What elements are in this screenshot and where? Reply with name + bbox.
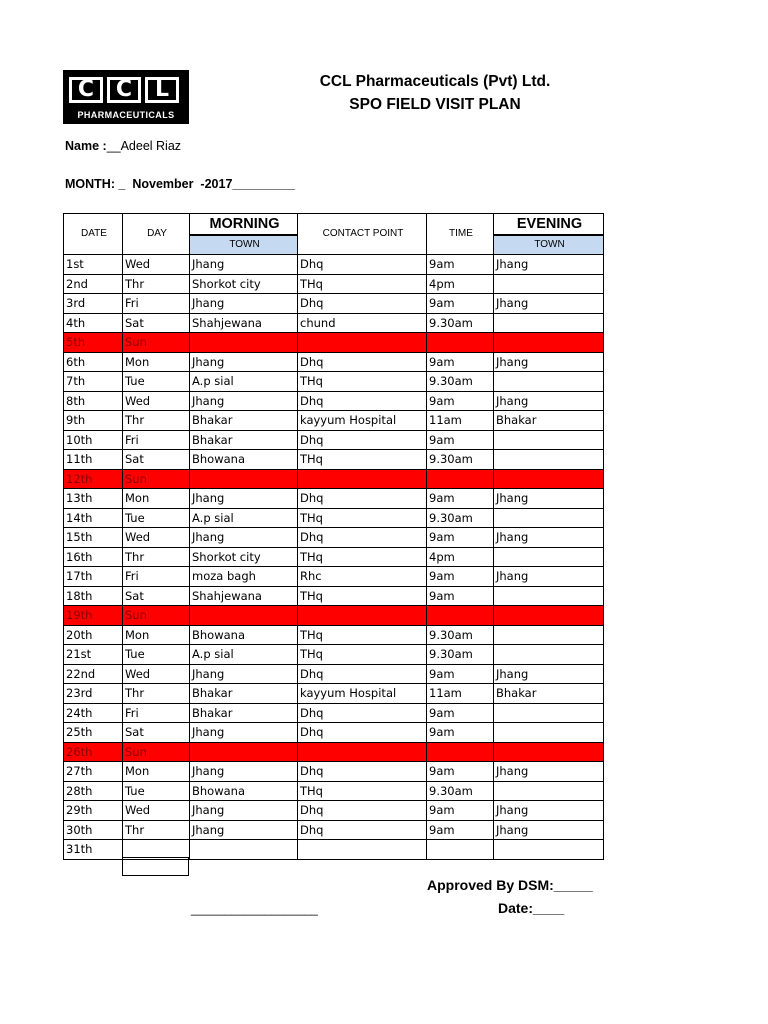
cell-day: Sun [123,333,190,353]
header-evening: EVENING [494,214,604,236]
cell-town: Jhang [190,352,298,372]
name-label: Name : [65,139,107,153]
cell-day: Fri [123,703,190,723]
cell-time: 9.30am [427,781,494,801]
table-row [64,684,604,704]
name-field [65,139,181,153]
cell-town [190,742,298,762]
table-body [64,255,604,860]
cell-time [427,742,494,762]
name-value: __Adeel Riaz [106,139,182,153]
cell-time: 9am [427,703,494,723]
company-title: CCL Pharmaceuticals (Pvt) Ltd. [319,73,551,90]
cell-day: Thr [123,684,190,704]
plan-title: SPO FIELD VISIT PLAN [349,96,521,113]
cell-time: 9am [427,801,494,821]
cell-date: 20th [64,625,123,645]
table-row [64,372,604,392]
cell-time: 9am [427,391,494,411]
cell-evening: Jhang [494,801,604,821]
cell-evening [494,508,604,528]
cell-day: Sun [123,742,190,762]
table-row [64,567,604,587]
cell-date: 23rd [64,684,123,704]
table-row [64,645,604,665]
cell-town: Bhowana [190,450,298,470]
cell-day: Mon [123,489,190,509]
cell-town: Jhang [190,528,298,548]
cell-time: 9am [427,430,494,450]
cell-evening: Jhang [494,567,604,587]
cell-day: Tue [123,372,190,392]
cell-evening [494,274,604,294]
cell-date: 29th [64,801,123,821]
cell-day: Mon [123,625,190,645]
cell-day: Tue [123,645,190,665]
cell-date: 3rd [64,294,123,314]
cell-evening: Jhang [494,820,604,840]
cell-day: Sun [123,469,190,489]
cell-contact: Dhq [298,723,427,743]
cell-date: 18th [64,586,123,606]
cell-town: moza bagh [190,567,298,587]
cell-town [190,840,298,860]
visit-plan-table [63,213,604,860]
cell-time: 9am [427,567,494,587]
cell-contact: Dhq [298,820,427,840]
cell-date: 9th [64,411,123,431]
cell-evening: Bhakar [494,411,604,431]
cell-date: 8th [64,391,123,411]
cell-time: 9.30am [427,450,494,470]
cell-contact: THq [298,645,427,665]
cell-day: Fri [123,567,190,587]
cell-time: 9am [427,528,494,548]
cell-town: Shahjewana [190,313,298,333]
cell-contact: kayyum Hospital [298,411,427,431]
cell-evening [494,781,604,801]
cell-town: Jhang [190,820,298,840]
month-field: MONTH: _ November -2017_________ [65,177,295,191]
cell-contact: Dhq [298,430,427,450]
cell-contact: THq [298,547,427,567]
cell-contact: THq [298,586,427,606]
cell-time: 4pm [427,274,494,294]
cell-day: Fri [123,430,190,450]
cell-town [190,333,298,353]
cell-town: A.p sial [190,372,298,392]
cell-day: Sat [123,450,190,470]
cell-day: Fri [123,294,190,314]
cell-evening [494,645,604,665]
cell-evening: Jhang [494,664,604,684]
header-time: TIME [427,214,494,255]
cell-time: 9am [427,255,494,275]
table-row [64,391,604,411]
cell-day: Sun [123,606,190,626]
cell-evening [494,586,604,606]
cell-date: 11th [64,450,123,470]
table-row [64,450,604,470]
cell-time: 9.30am [427,625,494,645]
cell-date: 16th [64,547,123,567]
cell-contact: THq [298,372,427,392]
cell-evening: Jhang [494,489,604,509]
table-row [64,606,604,626]
cell-town: Shorkot city [190,547,298,567]
table-row [64,528,604,548]
cell-time: 9am [427,352,494,372]
cell-time: 9am [427,723,494,743]
cell-time [427,333,494,353]
cell-date: 7th [64,372,123,392]
cell-time: 9.30am [427,508,494,528]
cell-time: 11am [427,684,494,704]
cell-date: 2nd [64,274,123,294]
cell-date: 31th [64,840,123,860]
cell-date: 19th [64,606,123,626]
table-row [64,469,604,489]
logo-letter: L [145,77,179,103]
cell-contact [298,606,427,626]
cell-town [190,606,298,626]
cell-town: Jhang [190,664,298,684]
cell-contact [298,469,427,489]
cell-town: Jhang [190,255,298,275]
cell-contact: chund [298,313,427,333]
table-row [64,411,604,431]
cell-evening [494,430,604,450]
cell-evening [494,625,604,645]
cell-day: Sat [123,313,190,333]
cell-town: Bhakar [190,430,298,450]
cell-date: 5th [64,333,123,353]
cell-day: Thr [123,274,190,294]
cell-town: Bhowana [190,781,298,801]
cell-town: Jhang [190,489,298,509]
cell-day: Thr [123,820,190,840]
cell-date: 13th [64,489,123,509]
table-row [64,625,604,645]
date-label: Date:____ [498,900,565,916]
cell-evening [494,313,604,333]
cell-evening [494,450,604,470]
cell-town: Jhang [190,801,298,821]
cell-time: 9am [427,820,494,840]
cell-date: 15th [64,528,123,548]
cell-day: Wed [123,801,190,821]
cell-day: Sat [123,723,190,743]
cell-date: 6th [64,352,123,372]
cell-contact: Dhq [298,255,427,275]
cell-day: Mon [123,762,190,782]
cell-contact: THq [298,625,427,645]
cell-day: Tue [123,508,190,528]
cell-time [427,606,494,626]
cell-evening: Jhang [494,352,604,372]
cell-town: A.p sial [190,508,298,528]
cell-evening: Jhang [494,762,604,782]
table-row [64,489,604,509]
header-contact-point: CONTACT POINT [298,214,427,255]
table-row [64,255,604,275]
cell-contact: THq [298,781,427,801]
cell-time: 9.30am [427,372,494,392]
cell-evening [494,742,604,762]
cell-contact: Dhq [298,664,427,684]
cell-day: Wed [123,391,190,411]
table-row [64,742,604,762]
table-row [64,723,604,743]
table-row [64,664,604,684]
cell-town: Jhang [190,391,298,411]
cell-date: 25th [64,723,123,743]
cell-time: 9am [427,489,494,509]
ccl-logo [63,70,189,124]
cell-evening [494,547,604,567]
cell-evening: Jhang [494,294,604,314]
cell-day: Tue [123,781,190,801]
cell-day: Thr [123,547,190,567]
cell-date: 24th [64,703,123,723]
table-row [64,547,604,567]
cell-town: Jhang [190,294,298,314]
cell-town: Jhang [190,762,298,782]
cell-date: 21st [64,645,123,665]
cell-evening [494,333,604,353]
empty-cell-box [122,857,189,876]
cell-time: 11am [427,411,494,431]
cell-contact: THq [298,450,427,470]
signature-line: ___________________ [191,902,318,916]
table-row [64,762,604,782]
cell-contact: Dhq [298,762,427,782]
cell-contact [298,333,427,353]
header-date: DATE [64,214,123,255]
cell-contact: Rhc [298,567,427,587]
cell-date: 10th [64,430,123,450]
cell-evening [494,723,604,743]
cell-town: Jhang [190,723,298,743]
cell-day: Wed [123,664,190,684]
header-morning: MORNING [190,214,298,236]
logo-letter: C [107,77,141,103]
approved-by-dsm: Approved By DSM:_____ [427,877,593,893]
table-row [64,352,604,372]
cell-contact: Dhq [298,352,427,372]
header-day: DAY [123,214,190,255]
cell-town: Shahjewana [190,586,298,606]
table-row [64,333,604,353]
cell-time [427,840,494,860]
cell-date: 30th [64,820,123,840]
cell-date: 1st [64,255,123,275]
table-row [64,781,604,801]
cell-day: Wed [123,528,190,548]
cell-town [190,469,298,489]
cell-contact: kayyum Hospital [298,684,427,704]
cell-day: Thr [123,411,190,431]
table-row [64,294,604,314]
table-row [64,508,604,528]
cell-time: 9am [427,762,494,782]
cell-date: 27th [64,762,123,782]
cell-evening: Jhang [494,391,604,411]
cell-town: Shorkot city [190,274,298,294]
cell-town: A.p sial [190,645,298,665]
cell-town: Bhakar [190,411,298,431]
header-morning-town: TOWN [190,235,298,255]
logo-subtitle: PHARMACEUTICALS [77,110,175,120]
cell-day: Sat [123,586,190,606]
cell-time: 9am [427,586,494,606]
cell-contact: Dhq [298,801,427,821]
cell-time: 9.30am [427,313,494,333]
cell-date: 26th [64,742,123,762]
cell-contact: Dhq [298,528,427,548]
cell-evening [494,840,604,860]
cell-contact: Dhq [298,703,427,723]
cell-day: Wed [123,255,190,275]
table-row [64,586,604,606]
cell-town: Bhakar [190,703,298,723]
cell-time: 9am [427,664,494,684]
cell-date: 28th [64,781,123,801]
cell-time: 9.30am [427,645,494,665]
cell-evening: Bhakar [494,684,604,704]
cell-evening: Jhang [494,255,604,275]
cell-contact: THq [298,274,427,294]
cell-contact: Dhq [298,489,427,509]
cell-evening: Jhang [494,528,604,548]
table-row [64,801,604,821]
table-row [64,820,604,840]
cell-evening [494,703,604,723]
cell-contact [298,840,427,860]
cell-date: 4th [64,313,123,333]
table-row [64,703,604,723]
cell-contact [298,742,427,762]
cell-evening [494,372,604,392]
cell-time [427,469,494,489]
cell-evening [494,606,604,626]
cell-town: Bhakar [190,684,298,704]
cell-evening [494,469,604,489]
cell-date: 14th [64,508,123,528]
cell-date: 17th [64,567,123,587]
cell-contact: THq [298,508,427,528]
table-row [64,313,604,333]
cell-time: 4pm [427,547,494,567]
cell-date: 12th [64,469,123,489]
cell-contact: Dhq [298,391,427,411]
cell-day: Mon [123,352,190,372]
cell-time: 9am [427,294,494,314]
cell-contact: Dhq [298,294,427,314]
cell-date: 22nd [64,664,123,684]
table-row [64,274,604,294]
header-evening-town: TOWN [494,235,604,255]
logo-letter: C [69,77,103,103]
cell-town: Bhowana [190,625,298,645]
table-row [64,430,604,450]
